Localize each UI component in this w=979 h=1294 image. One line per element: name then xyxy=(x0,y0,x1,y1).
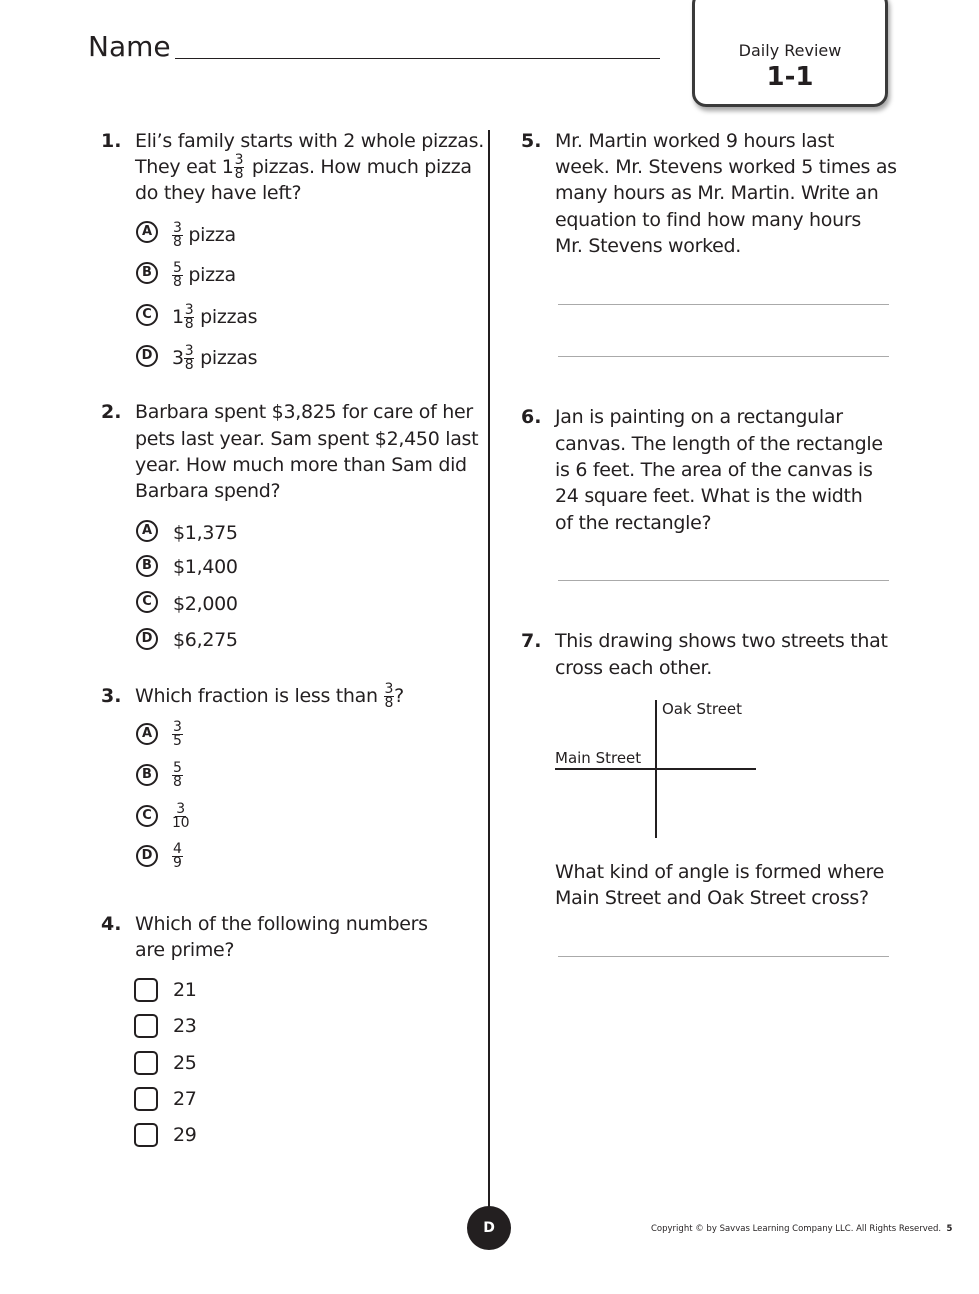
q3-option-a-bubble[interactable]: A xyxy=(136,723,158,745)
q4-option: 27 xyxy=(173,1088,197,1110)
q4-checkbox-25[interactable] xyxy=(134,1051,158,1075)
lesson-badge: D 1•1 xyxy=(467,1206,511,1250)
q1-fraction: $\frac{3}{8}$ xyxy=(234,152,244,182)
q5-text: Mr. Stevens worked. xyxy=(555,235,742,257)
q1-text-part: They eat xyxy=(135,156,217,178)
q2-number: 2. xyxy=(101,401,122,423)
q2-option-a: $1,375 xyxy=(173,522,238,544)
q1-option-a: $\frac{3}{8}$ pizza xyxy=(173,220,236,250)
name-label: Name xyxy=(88,30,171,63)
q3-text: Which fraction is less than $\frac{3}{8}$ ? xyxy=(135,681,404,711)
q3-option-b-bubble[interactable]: B xyxy=(136,764,158,786)
q4-option: 23 xyxy=(173,1015,197,1037)
q7-text: cross each other. xyxy=(555,657,712,679)
q3-option-b: $\frac{5}{8}$ xyxy=(173,760,182,790)
q1-whole: 1 xyxy=(221,156,234,178)
q2-option-c-bubble[interactable]: C xyxy=(136,591,158,613)
q3-option-d-bubble[interactable]: D xyxy=(136,845,158,867)
q6-text: is 6 feet. The area of the canvas is xyxy=(555,459,873,481)
q7-answer-line[interactable] xyxy=(558,956,889,957)
q2-option-d: $6,275 xyxy=(173,629,238,651)
q7-number: 7. xyxy=(521,630,542,652)
q4-text: Which of the following numbers xyxy=(135,913,428,935)
q4-option: 25 xyxy=(173,1052,197,1074)
q6-text: 24 square feet. What is the width xyxy=(555,485,863,507)
q2-text: year. How much more than Sam did xyxy=(135,454,467,476)
q4-text: are prime? xyxy=(135,939,235,961)
q6-text: Jan is painting on a rectangular xyxy=(555,406,843,428)
q5-number: 5. xyxy=(521,130,542,152)
q1-option-b: $\frac{5}{8}$ pizza xyxy=(173,260,236,290)
q2-text: pets last year. Sam spent $2,450 last xyxy=(135,428,479,450)
q4-checkbox-21[interactable] xyxy=(134,978,158,1002)
oak-street-label: Oak Street xyxy=(662,700,743,718)
q1-text xyxy=(135,154,472,181)
q7-text: This drawing shows two streets that xyxy=(555,630,888,652)
q1-number: 1. xyxy=(101,130,122,152)
q3-option-d: $\frac{4}{9}$ xyxy=(173,841,182,871)
q4-option: 21 xyxy=(173,979,197,1001)
q5-answer-line[interactable] xyxy=(558,304,889,305)
q2-option-a-bubble[interactable]: A xyxy=(136,520,158,542)
q2-option-d-bubble[interactable]: D xyxy=(136,628,158,650)
q2-option-c: $2,000 xyxy=(173,593,238,615)
q4-checkbox-27[interactable] xyxy=(134,1087,158,1111)
q3-number: 3. xyxy=(101,685,122,707)
copyright: Copyright © by Savvas Learning Company LLC. All Rights Reserved. 5 xyxy=(651,1224,953,1234)
q6-answer-line[interactable] xyxy=(558,580,889,581)
q1-option-c: 1 $\frac{3}{8}$ pizzas xyxy=(172,302,258,332)
q1-option-d-bubble[interactable]: D xyxy=(136,345,158,367)
q5-text: many hours as Mr. Martin. Write an xyxy=(555,182,879,204)
q6-text: canvas. The length of the rectangle xyxy=(555,433,883,455)
q5-text: Mr. Martin worked 9 hours last xyxy=(555,130,835,152)
q2-option-b: $1,400 xyxy=(173,556,238,578)
box-lesson: 1-1 xyxy=(766,62,814,92)
q1-text-part: pizzas. How much pizza xyxy=(251,156,472,178)
q6-text: of the rectangle? xyxy=(555,512,712,534)
name-field[interactable] xyxy=(175,58,660,59)
q3-option-c: $\frac{3}{10}$ xyxy=(172,801,190,831)
q2-option-b-bubble[interactable]: B xyxy=(136,555,158,577)
q2-text: Barbara spend? xyxy=(135,480,281,502)
q6-number: 6. xyxy=(521,406,542,428)
q1-option-a-bubble[interactable]: A xyxy=(136,221,158,243)
q1-option-d: 3 $\frac{3}{8}$ pizzas xyxy=(172,343,258,373)
q4-option: 29 xyxy=(173,1124,197,1146)
q5-text: equation to find how many hours xyxy=(555,209,861,231)
q2-text: Barbara spent $3,825 for care of her xyxy=(135,401,473,423)
q1-option-c-bubble[interactable]: C xyxy=(136,304,158,326)
q5-text: week. Mr. Stevens worked 5 times as xyxy=(555,156,897,178)
main-street-label: Main Street xyxy=(555,749,642,767)
main-street-line xyxy=(555,768,756,770)
q1-option-b-bubble[interactable]: B xyxy=(136,262,158,284)
q3-option-a: $\frac{3}{5}$ xyxy=(173,719,182,749)
q3-option-c-bubble[interactable]: C xyxy=(136,805,158,827)
daily-review-box xyxy=(692,0,888,107)
q7-question: What kind of angle is formed where xyxy=(555,861,884,883)
q4-checkbox-23[interactable] xyxy=(134,1014,158,1038)
box-title: Daily Review xyxy=(738,41,842,60)
q4-number: 4. xyxy=(101,913,122,935)
q4-checkbox-29[interactable] xyxy=(134,1123,158,1147)
q7-question: Main Street and Oak Street cross? xyxy=(555,887,869,909)
page-number: 5 xyxy=(946,1224,953,1234)
column-divider xyxy=(488,130,490,1210)
q1-text: Eli’s family starts with 2 whole pizzas. xyxy=(135,130,484,152)
q1-text: do they have left? xyxy=(135,182,302,204)
q5-answer-line[interactable] xyxy=(558,356,889,357)
